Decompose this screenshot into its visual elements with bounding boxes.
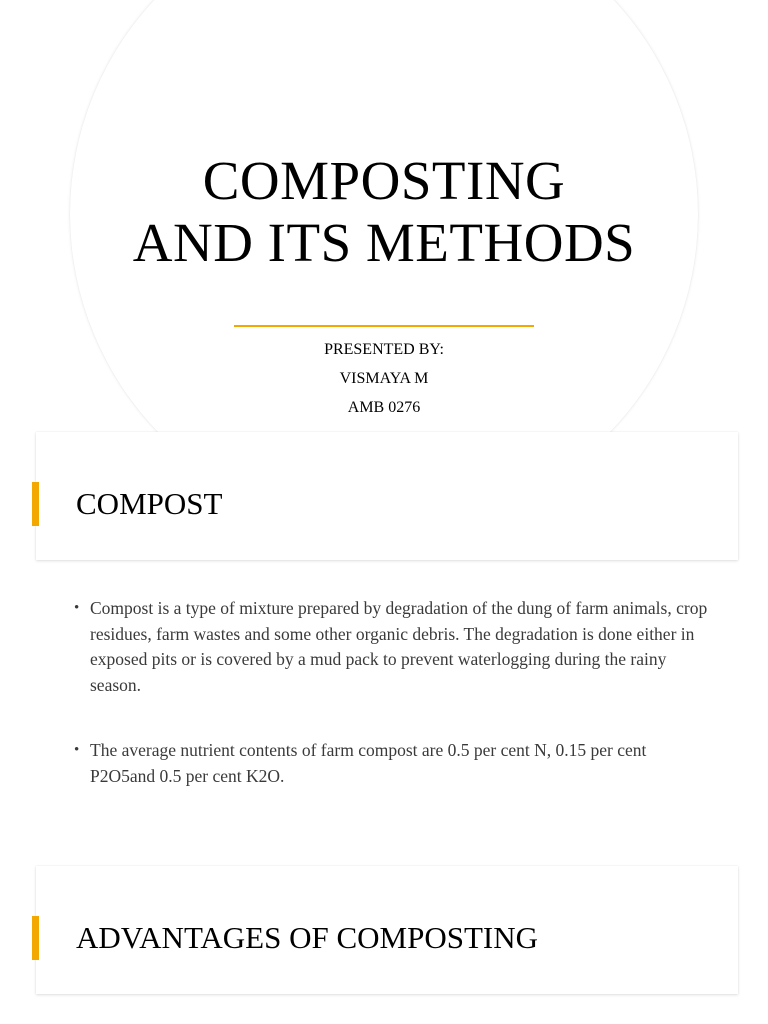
title-line-1: COMPOSTING <box>202 150 566 211</box>
presenter-name: VISMAYA M <box>339 370 429 387</box>
presenter-id: AMB 0276 <box>347 399 421 416</box>
compost-bullet-list <box>74 596 714 789</box>
bullet-dot-icon: • <box>74 600 80 616</box>
bullet-text: Compost is a type of mixture prepared by degradation of the dung of farm animals, crop residues, farm wastes and some other organic debris. The degradation is done either in exposed pits or is covered by a mud pack to prevent waterlogging during the rainy season. <box>90 598 708 695</box>
title-line-2: AND ITS METHODS <box>132 212 636 273</box>
title-slide <box>0 0 768 432</box>
advantages-accent-bar <box>32 916 39 960</box>
compost-accent-bar <box>32 482 39 526</box>
bullet-item <box>74 596 714 698</box>
title-divider <box>234 325 534 327</box>
bullet-item <box>74 738 714 789</box>
presentation-title <box>0 150 768 274</box>
compost-heading: COMPOST <box>76 486 223 521</box>
bullet-dot-icon: • <box>74 742 80 758</box>
bullet-text: The average nutrient contents of farm compost are 0.5 per cent N, 0.15 per cent P2O5and 0.5 per cent K2O. <box>90 740 647 786</box>
presented-by-label: PRESENTED BY: <box>324 341 444 358</box>
advantages-heading: ADVANTAGES OF COMPOSTING <box>76 920 539 955</box>
